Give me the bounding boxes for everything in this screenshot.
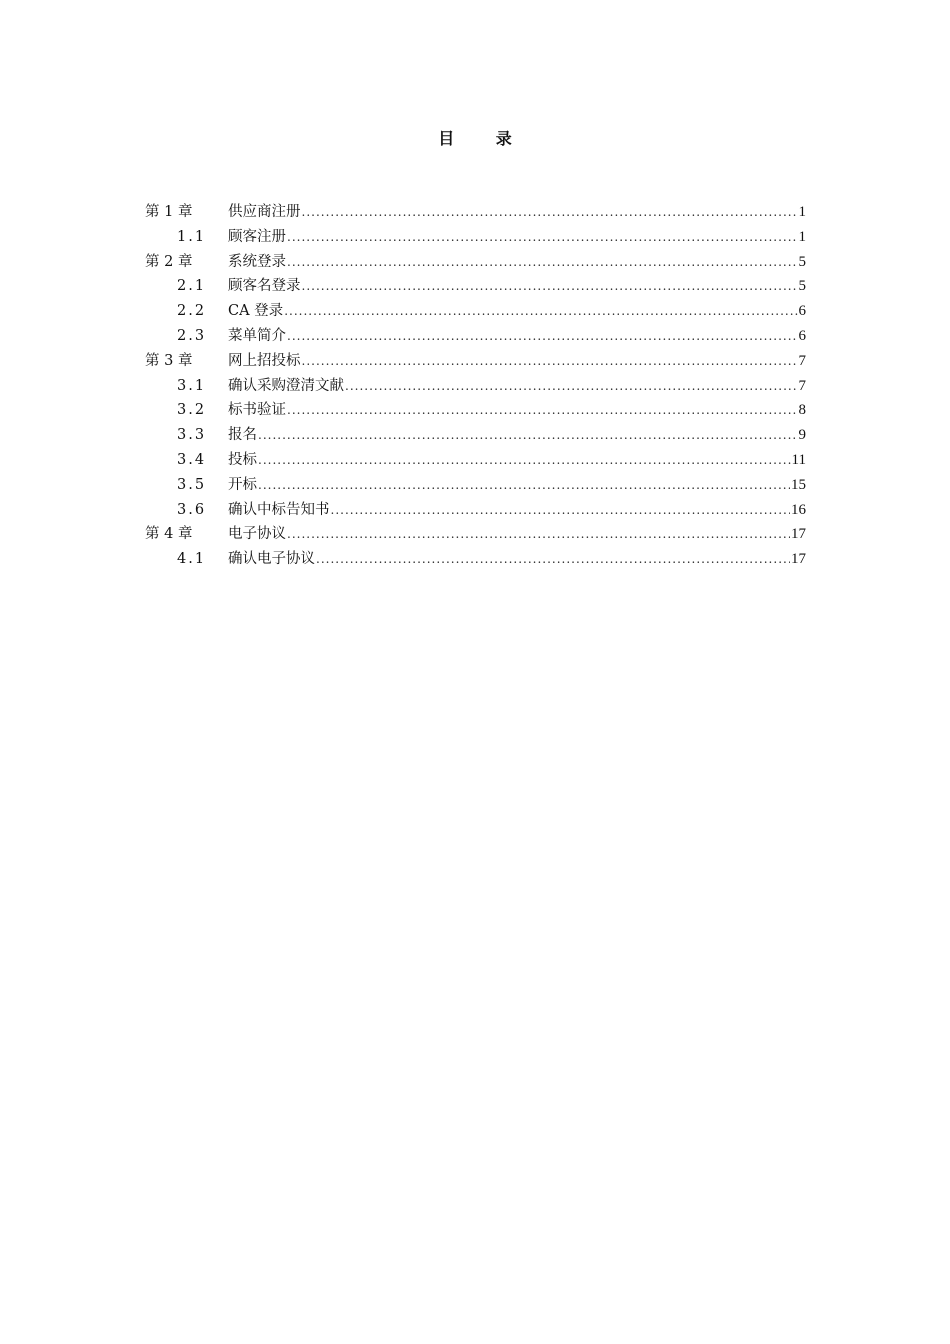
toc-entry-page: 17 (791, 526, 806, 543)
toc-entry[interactable] (145, 374, 806, 399)
toc-entry[interactable] (145, 423, 806, 448)
toc-entry[interactable] (145, 448, 806, 473)
toc-entry[interactable] (145, 200, 806, 225)
toc-dot-leader (258, 423, 798, 448)
toc-entry[interactable] (145, 349, 806, 374)
toc-dot-leader (287, 225, 798, 250)
toc-entry[interactable] (145, 299, 806, 324)
toc-entry-page: 5 (798, 278, 806, 295)
toc-entry[interactable] (145, 324, 806, 349)
toc-dot-leader (287, 398, 798, 423)
toc-entry-number: 3.4 (177, 451, 207, 468)
toc-entry-number: 2.2 (177, 303, 207, 320)
toc-entry-number: 3.5 (177, 476, 207, 493)
toc-entry-title: 开标 (228, 476, 257, 493)
toc-entry-page: 5 (798, 253, 806, 270)
toc-entry[interactable] (145, 547, 806, 572)
toc-entry-page: 6 (798, 327, 806, 344)
toc-entry-number: 3.3 (177, 427, 207, 444)
toc-entry-number: 1.1 (177, 228, 207, 245)
toc-dot-leader (258, 473, 790, 498)
toc-entry-title: 确认中标告知书 (228, 501, 330, 518)
toc-entry-page: 8 (798, 402, 806, 419)
toc-entry-title: 电子协议 (228, 526, 286, 543)
toc-dot-leader (345, 374, 798, 399)
toc-entry-number: 2.3 (177, 327, 207, 344)
toc-entry-title: 顾客注册 (228, 228, 286, 245)
toc-entry-number: 第 3 章 (145, 352, 193, 369)
toc-entry-page: 15 (791, 476, 806, 493)
toc-entry-page: 17 (791, 551, 806, 568)
toc-dot-leader (331, 498, 791, 523)
toc-entry-number: 第 1 章 (145, 204, 193, 220)
toc-entry-page: 1 (798, 204, 806, 220)
toc-entry-title: 投标 (228, 451, 257, 468)
toc-dot-leader (258, 448, 791, 473)
toc-entry[interactable] (145, 225, 806, 250)
toc-entry-title: CA 登录 (228, 303, 284, 320)
toc-entry[interactable] (145, 473, 806, 498)
toc-entry-title: 确认电子协议 (228, 551, 315, 568)
toc-entry-page: 1 (798, 228, 806, 245)
toc-entry-title: 报名 (228, 427, 257, 444)
toc-dot-leader (302, 274, 798, 299)
toc-entry-number: 3.1 (177, 377, 207, 394)
toc-entry-page: 16 (791, 501, 806, 518)
toc-entry-page: 6 (798, 303, 806, 320)
toc-entry-number: 3.2 (177, 402, 207, 419)
toc-entry-number: 第 4 章 (145, 526, 193, 543)
toc-entry[interactable] (145, 274, 806, 299)
toc-entry-page: 9 (798, 427, 806, 444)
toc-entry-title: 顾客名登录 (228, 278, 301, 295)
toc-entry[interactable] (145, 398, 806, 423)
toc-entry-title: 菜单简介 (228, 327, 286, 344)
toc-entry-number: 第 2 章 (145, 253, 193, 270)
toc-entry-title: 供应商注册 (228, 204, 301, 220)
toc-entry-number: 2.1 (177, 278, 207, 295)
toc-dot-leader (302, 200, 798, 225)
toc-entry-page: 7 (798, 377, 806, 394)
toc-entry-page: 7 (798, 352, 806, 369)
toc-entry-title: 标书验证 (228, 402, 286, 419)
toc-entry-page: 11 (791, 451, 806, 468)
toc-entry[interactable] (145, 522, 806, 547)
toc-entry-number: 4.1 (177, 551, 207, 568)
toc-entry-title: 网上招投标 (228, 352, 301, 369)
toc-dot-leader (287, 250, 798, 275)
toc-entry[interactable] (145, 250, 806, 275)
toc-entry-title: 系统登录 (228, 253, 286, 270)
toc-dot-leader (287, 522, 790, 547)
toc-entry-number: 3.6 (177, 501, 207, 518)
toc-title: 目 录 (438, 129, 530, 148)
toc-dot-leader (287, 324, 798, 349)
toc-entry[interactable] (145, 498, 806, 523)
toc-dot-leader (302, 349, 798, 374)
table-of-contents (145, 200, 806, 572)
toc-dot-leader (284, 299, 797, 324)
toc-entry-title: 确认采购澄清文献 (228, 377, 344, 394)
toc-dot-leader (316, 547, 790, 572)
